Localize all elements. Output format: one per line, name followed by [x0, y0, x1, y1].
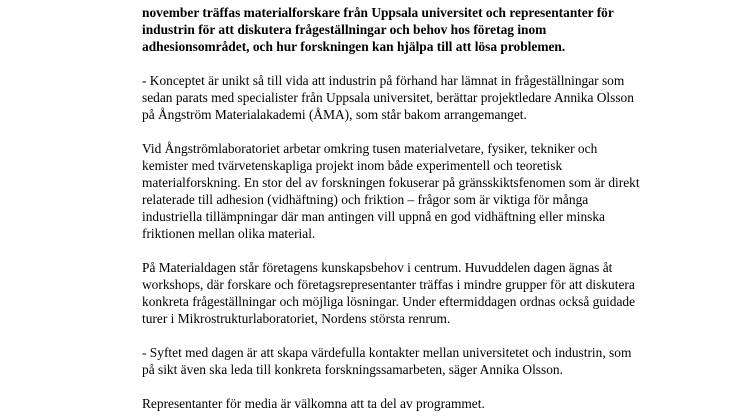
para2-line-5: industriella tillämpningar där man antingen vill uppnå en god vidhäftning eller minska: [142, 209, 605, 224]
lead-line-2: industrin för att diskutera frågeställningar och behov hos företag inom: [142, 22, 547, 37]
lead-line-1: november träffas materialforskare från Uppsala universitet och representanter för: [142, 5, 614, 20]
para3-line-4: turer i Mikrostrukturlaboratoriet, Nordens största renrum.: [142, 311, 451, 326]
para3-line-1: På Materialdagen står företagens kunskapsbehov i centrum. Huvuddelen dagen ägnas åt: [142, 260, 613, 275]
para1-line-1: - Konceptet är unikt så till vida att industrin på förhand har lämnat in frågeställningar som: [142, 73, 625, 88]
lead-line-3: adhesionsområdet, och hur forskningen kan hjälpa till att lösa problemen.: [142, 39, 566, 54]
para4-line-1: - Syftet med dagen är att skapa värdefulla kontakter mellan universitetet och industrin, som: [142, 345, 632, 360]
para3-line-2: workshops, där forskare och företagsrepresentanter träffas i mindre grupper för att diskutera: [142, 277, 635, 292]
para2-line-6: friktionen mellan olika material.: [142, 226, 316, 241]
para1-line-3: på Ångström Materialakademi (ÅMA), som står bakom arrangemanget.: [142, 107, 527, 122]
para2-line-4: relaterade till adhesion (vidhäftning) och friktion – frågor som är viktiga för många: [142, 192, 589, 207]
para1-line-2: sedan parats med specialister från Uppsala universitet, berättar projektledare Annika Olsson: [142, 90, 634, 105]
para2-line-2: kemister med tvärvetenskapliga projekt inom både experimentell och teoretisk: [142, 158, 563, 173]
para2-line-3: materialforskning. En stor del av forskningen fokuserar på gränsskiktsfenomen som är direkt: [142, 175, 640, 190]
para2-line-1: Vid Ångströmlaboratoriet arbetar omkring tusen materialvetare, fysiker, tekniker och: [142, 141, 598, 156]
para4-line-2: på sikt även ska leda till konkreta forskningssamarbeten, säger Annika Olsson.: [142, 362, 563, 377]
para3-line-3: konkreta frågeställningar och möjliga lösningar. Under eftermiddagen ordnas också guidade: [142, 294, 636, 309]
para5-line-1: Representanter för media är välkomna att ta del av programmet.: [142, 396, 485, 411]
